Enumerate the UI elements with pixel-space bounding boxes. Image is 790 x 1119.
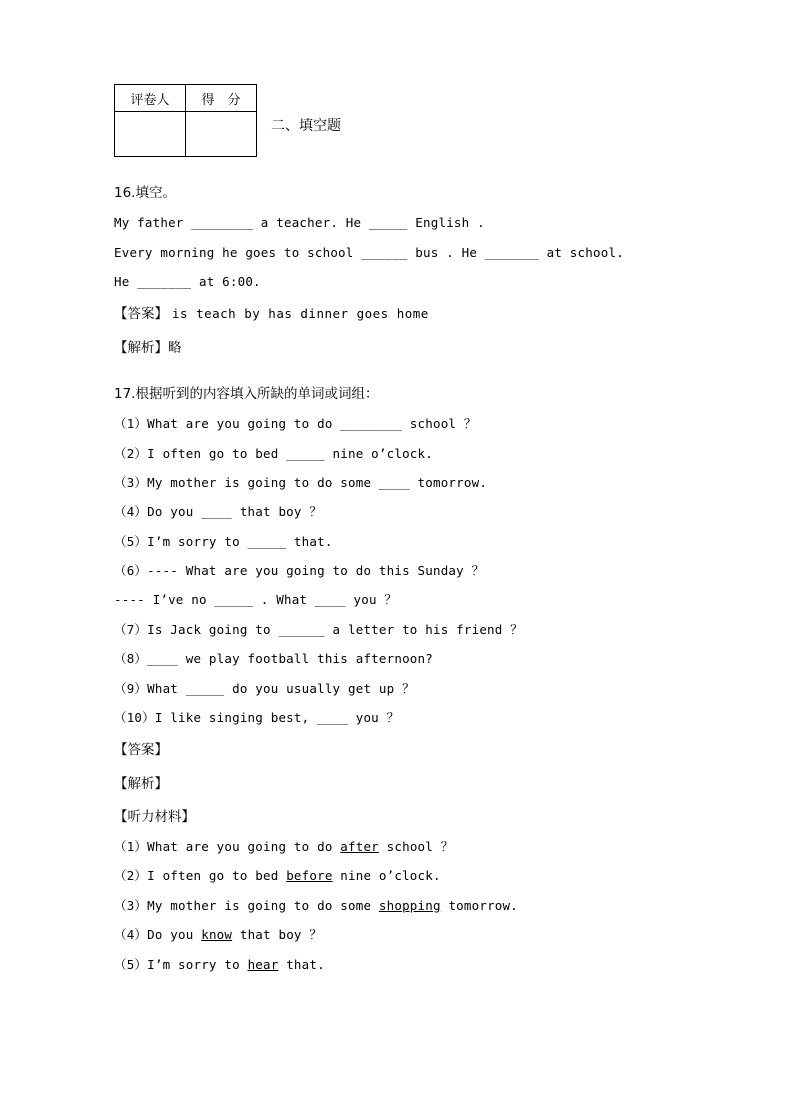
answer-label: 【答案】 xyxy=(114,306,168,323)
question-17-analysis-label: 【解析】 xyxy=(114,775,168,792)
question-17-line-1: （1）What are you going to do ________ school ？ xyxy=(114,416,477,432)
question-16-line-1: My father ________ a teacher. He _____ English . xyxy=(114,215,485,231)
grader-name-header: 评卷人 xyxy=(115,85,186,112)
question-17-line-5: （5）I’m sorry to _____ that. xyxy=(114,533,333,549)
question-17-line-6: （6）---- What are you going to do this Sunday ？ xyxy=(114,563,485,578)
listening-blank-answer: before xyxy=(286,868,333,884)
listening-blank-answer: after xyxy=(340,839,379,854)
listening-line-5: （5）I’m sorry to hear that. xyxy=(114,956,325,972)
answer-text: is teach by has dinner goes home xyxy=(172,306,429,322)
question-17-heading: 17.根据听到的内容填入所缺的单词或词组： xyxy=(114,385,379,402)
question-16-answer xyxy=(114,304,694,324)
grader-score-header: 得 分 xyxy=(186,85,257,112)
question-17-listening-label: 【听力材料】 xyxy=(114,808,195,825)
grader-name-cell xyxy=(115,112,186,157)
grader-table xyxy=(114,84,257,157)
grader-score-cell xyxy=(186,112,257,157)
document-content xyxy=(114,84,694,974)
question-17-line-7: ---- I’ve no _____ . What ____ you ？ xyxy=(114,592,398,608)
question-17-line-10: （9）What _____ do you usually get up ？ xyxy=(114,680,415,696)
listening-line-4: （4）Do you know that boy ？ xyxy=(114,927,323,943)
question-17-answer-label: 【答案】 xyxy=(114,742,168,759)
section-title: 二、填空题 xyxy=(271,118,341,134)
analysis-text: 略 xyxy=(168,339,182,356)
listening-line-2: （2）I often go to bed before nine o’clock. xyxy=(114,868,441,884)
listening-blank-answer: shopping xyxy=(378,897,441,913)
question-17-line-4: （4）Do you ____ that boy ？ xyxy=(114,504,323,520)
question-17-line-3: （3）My mother is going to do some ____ tomorrow. xyxy=(114,474,488,490)
question-16-line-3: He _______ at 6:00. xyxy=(114,274,261,289)
listening-blank-answer: hear xyxy=(247,956,279,972)
listening-blank-answer: know xyxy=(201,927,233,943)
analysis-label: 【解析】 xyxy=(114,339,168,356)
question-16-line-2: Every morning he goes to school ______ bus . He _______ at school. xyxy=(114,244,624,260)
question-16-analysis xyxy=(114,338,694,358)
table-row xyxy=(115,112,257,157)
listening-line-1: （1）What are you going to do after school ？ xyxy=(114,839,454,854)
question-17-line-9: （8）____ we play football this afternoon? xyxy=(114,651,433,667)
grader-header-row xyxy=(114,84,694,157)
question-16-heading: 16.填空。 xyxy=(114,185,176,201)
question-17-line-2: （2）I often go to bed _____ nine o’clock. xyxy=(114,445,433,461)
question-17-line-11: （10）I like singing best, ____ you ？ xyxy=(114,709,400,725)
table-row xyxy=(115,85,257,112)
question-17-line-8: （7）Is Jack going to ______ a letter to his friend ？ xyxy=(114,621,523,637)
listening-line-3: （3）My mother is going to do some shopping tomorrow. xyxy=(114,897,518,913)
